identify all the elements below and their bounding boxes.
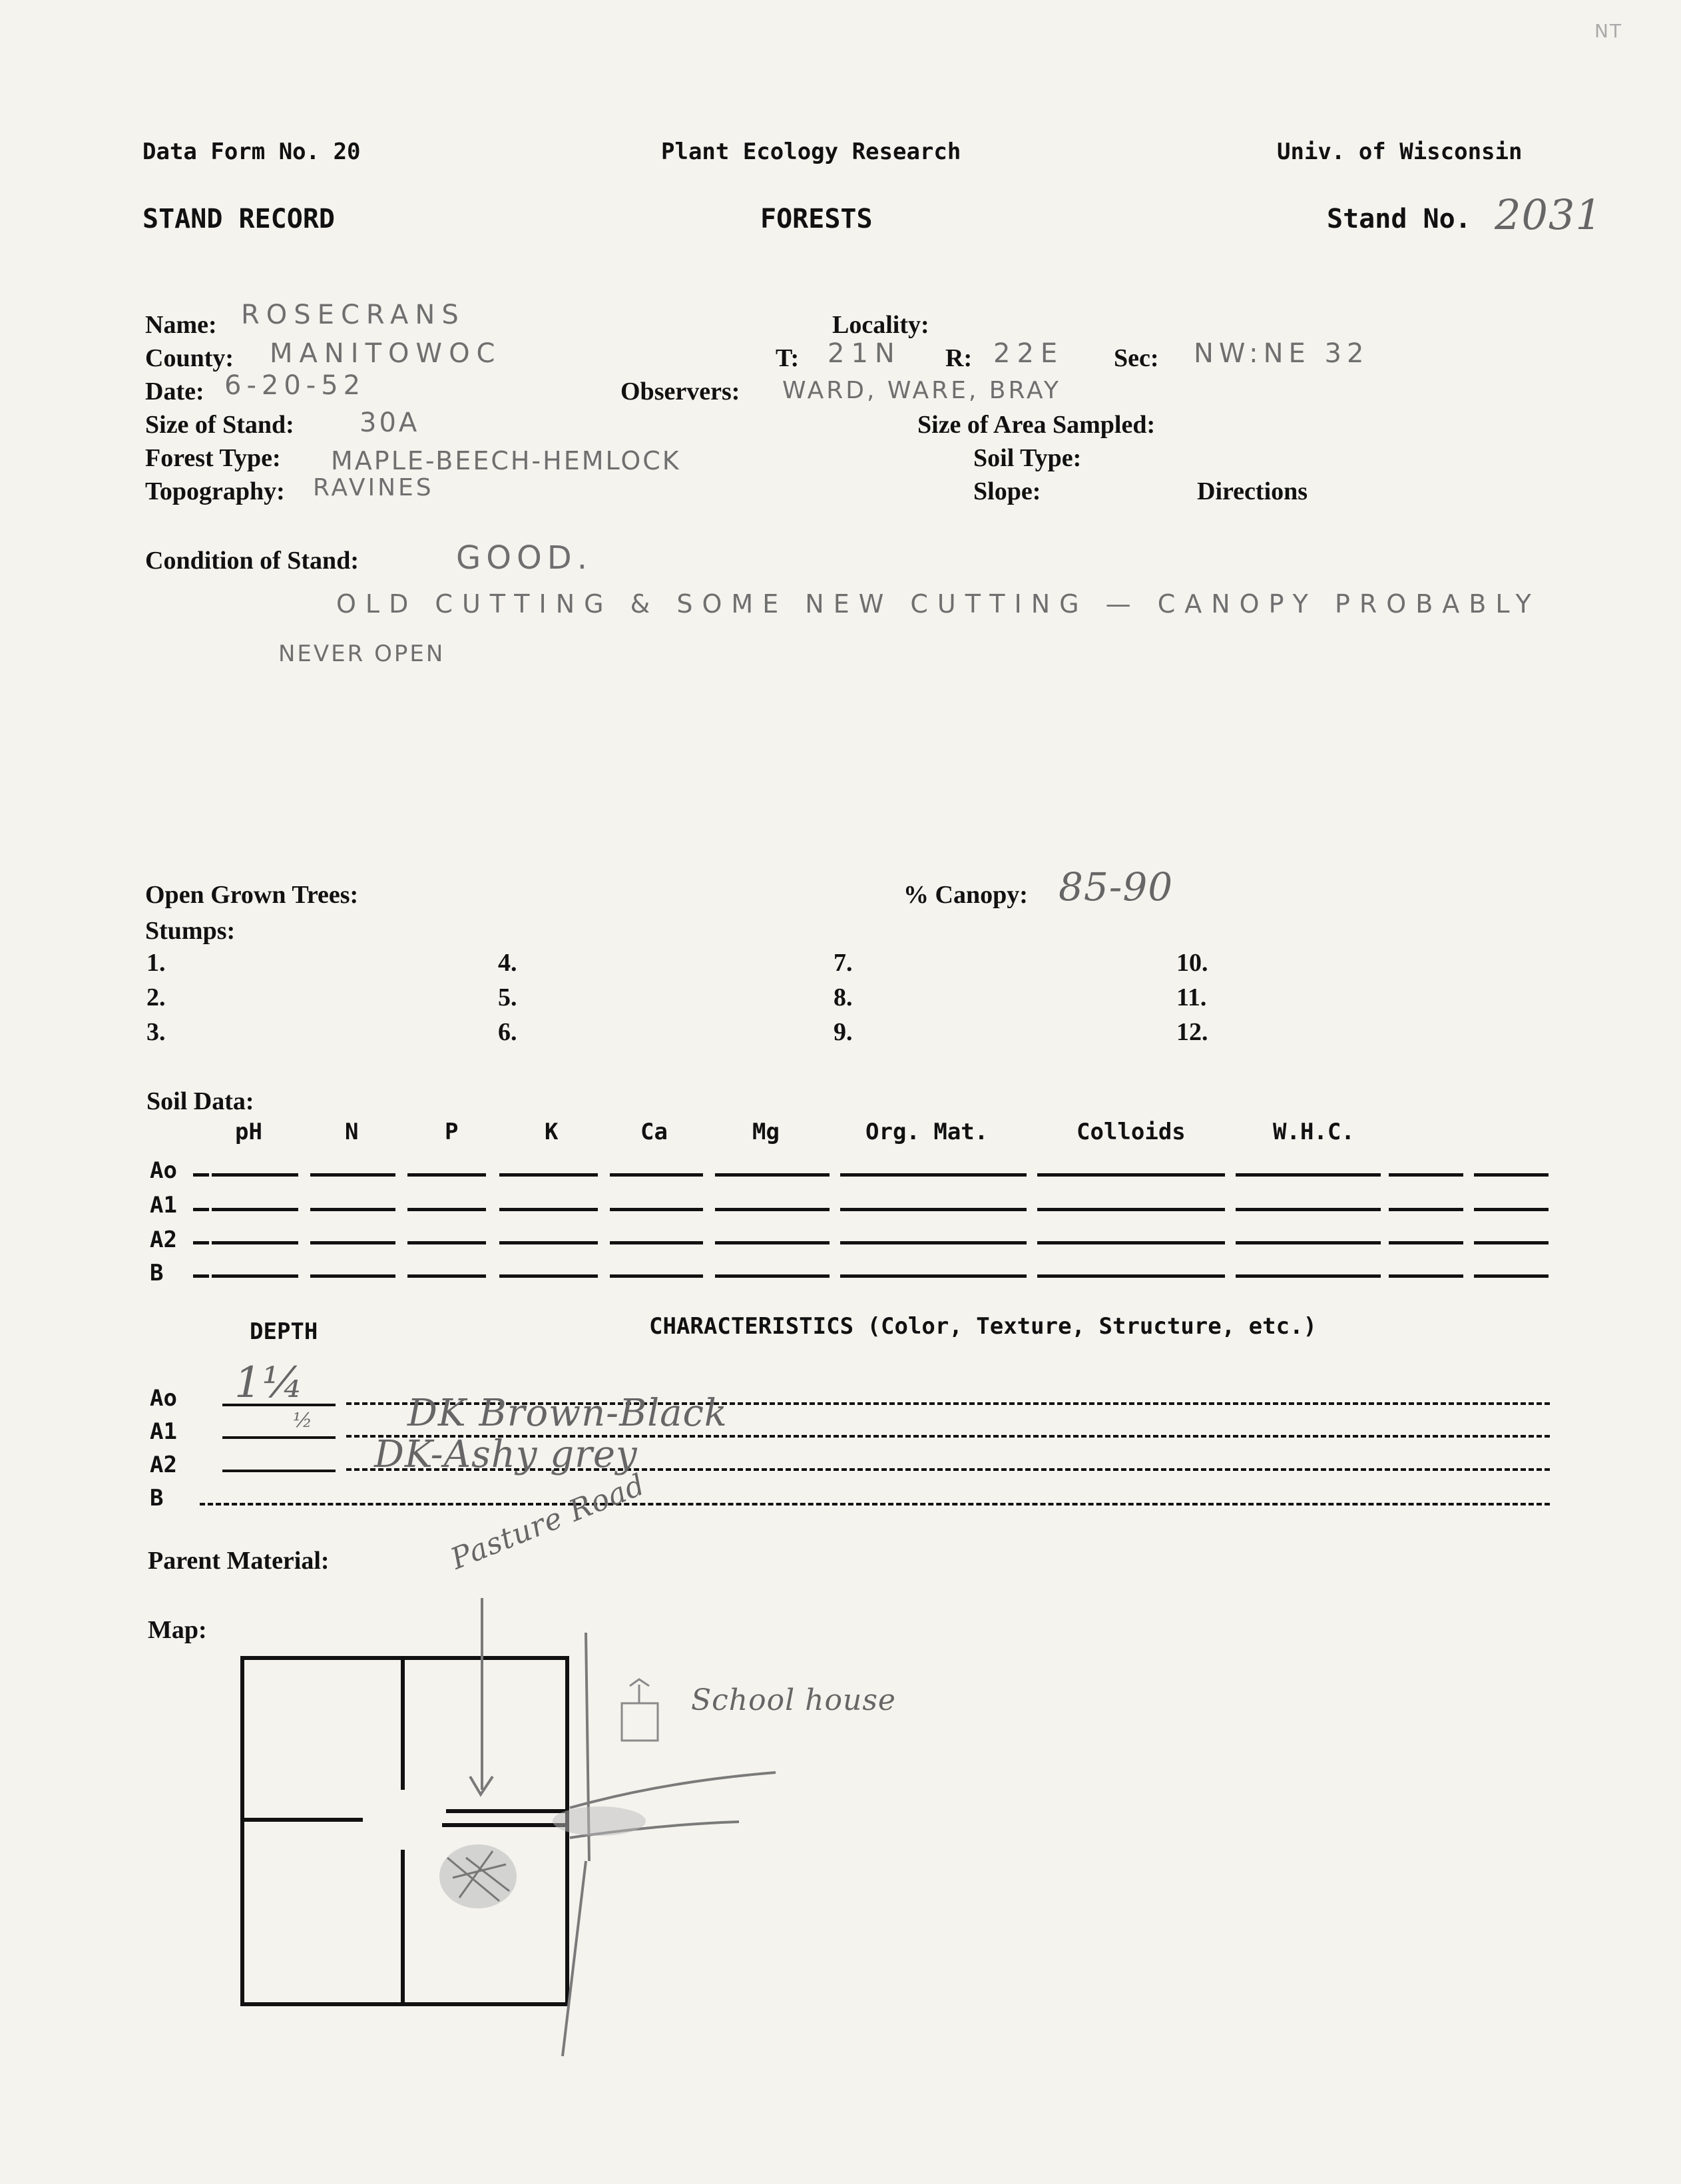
soil-row-label: B [150,1260,164,1286]
soil-column-header: Mg [752,1119,780,1145]
a2-characteristics: DK-Ashy grey [374,1433,638,1476]
stump-number: 5. [498,983,517,1011]
directions-label: Directions [1197,477,1308,505]
map-school-label: School house [691,1683,896,1717]
stump-number: 7. [834,949,853,977]
stump-number: 6. [498,1018,517,1046]
date-value: 6-20-52 [224,370,366,401]
stand-number-value: 2031 [1495,190,1602,239]
open-grown-trees-label: Open Grown Trees: [145,881,359,909]
slope-label: Slope: [973,477,1041,505]
depth-label: DEPTH [250,1318,318,1345]
map-quarter-section [242,1658,567,2004]
category-title: FORESTS [760,204,873,234]
university: Univ. of Wisconsin [1277,138,1523,165]
stump-number: 1. [146,949,166,977]
stump-number: 11. [1176,983,1207,1011]
profile-row-label: B [150,1485,164,1511]
stump-number: 8. [834,983,853,1011]
stump-number: 2. [146,983,166,1011]
stump-number: 9. [834,1018,853,1046]
soil-column-header: W.H.C. [1273,1119,1355,1145]
township-label: T: [776,344,800,372]
profile-row-label: A2 [150,1452,177,1478]
condition-note-line-1: OLD CUTTING & SOME NEW CUTTING — CANOPY PROBABLY [336,589,1541,619]
parent-material-label: Parent Material: [148,1547,330,1575]
observers-label: Observers: [620,378,740,406]
woodlot-patch [439,1806,646,1908]
township-value: 21N [828,338,901,369]
range-label: R: [945,344,973,372]
range-value: 22E [993,338,1065,369]
condition-label: Condition of Stand: [145,547,359,575]
ao-depth-value: 1¼ [234,1358,304,1408]
soil-column-header: Org. Mat. [865,1119,989,1145]
map-label: Map: [148,1616,207,1644]
record-title: STAND RECORD [142,204,335,234]
stump-number: 3. [146,1018,166,1046]
corner-mark: NT [1594,20,1623,42]
stump-number: 12. [1176,1018,1208,1046]
soil-row-label: A1 [150,1192,177,1219]
canopy-label: % Canopy: [903,881,1028,909]
soil-column-header: K [545,1119,559,1145]
soil-column-header: N [345,1119,359,1145]
forest-type-label: Forest Type: [145,444,281,472]
county-value: MANITOWOC [270,338,502,369]
characteristics-label: CHARACTERISTICS (Color, Texture, Structure, etc.) [649,1313,1318,1340]
soil-row-label: Ao [150,1157,177,1184]
topography-value: RAVINES [313,474,434,501]
stand-number-label: Stand No. [1327,204,1471,234]
stumps-label: Stumps: [145,917,236,945]
soil-row-label: A2 [150,1227,177,1253]
section-label: Sec: [1114,344,1159,372]
size-of-stand-label: Size of Stand: [145,411,294,439]
name-label: Name: [145,311,217,339]
organization: Plant Ecology Research [661,138,961,165]
soil-data-title: Soil Data: [146,1087,254,1115]
locality-label: Locality: [832,311,929,339]
soil-column-header: Ca [640,1119,668,1145]
area-sampled-label: Size of Area Sampled: [917,411,1156,439]
condition-value: GOOD. [456,539,593,577]
a1-depth-value: ½ [293,1409,314,1432]
map-road-label: Pasture Road [446,1468,650,1577]
form-number: Data Form No. 20 [142,138,361,165]
soil-column-header: pH [235,1119,262,1145]
forest-type-value: MAPLE-BEECH-HEMLOCK [331,446,681,475]
soil-column-header: Colloids [1077,1119,1186,1145]
profile-row-label: Ao [150,1385,177,1412]
size-of-stand-value: 30A [360,408,420,438]
stump-number: 10. [1176,949,1208,977]
canopy-value: 85-90 [1059,864,1174,910]
topography-label: Topography: [145,477,285,505]
condition-note-line-2: NEVER OPEN [278,641,445,667]
soil-type-label: Soil Type: [973,444,1082,472]
a1-characteristics: DK Brown-Black [407,1392,728,1435]
profile-row-label: A1 [150,1418,177,1445]
school-house-icon [622,1679,658,1741]
stump-number: 4. [498,949,517,977]
date-label: Date: [145,378,204,406]
observers-value: WARD, WARE, BRAY [782,377,1061,404]
county-label: County: [145,344,234,372]
soil-column-header: P [445,1119,459,1145]
name-value: ROSECRANS [241,300,465,330]
section-value: NW:NE 32 [1194,338,1369,369]
